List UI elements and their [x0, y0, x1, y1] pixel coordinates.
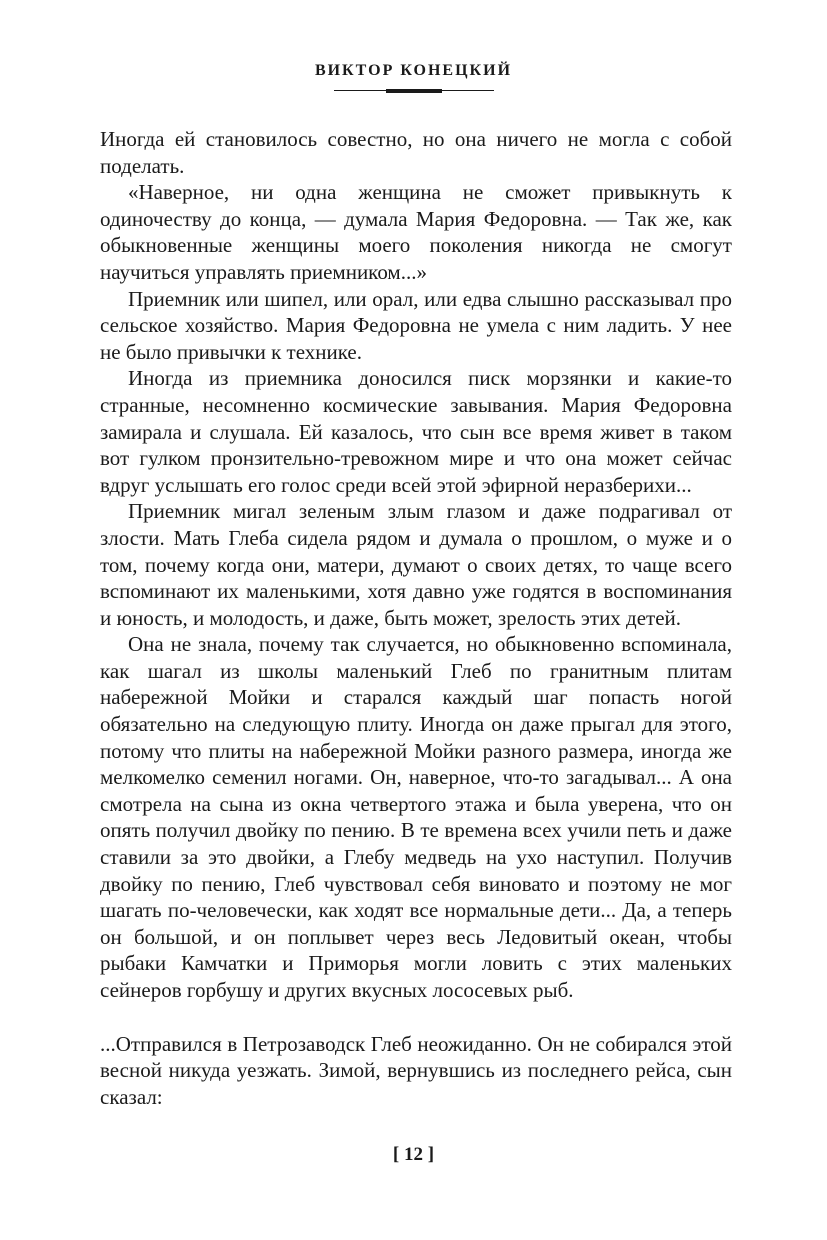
- page-number: [ 12 ]: [392, 1144, 435, 1165]
- paragraph: Приемник мигал зеленым злым глазом и даже подрагивал от злости. Мать Глеба сидела рядом и думала о прошлом, о муже и о том, почему когда они, матери, думают о своих детях, то чаще всего вспоминают их маленькими, хотя давно уже годятся в воспоминания и юность, и молодость, и даже, быть может, зрелость этих детей.: [100, 499, 732, 630]
- paragraph: Приемник или шипел, или орал, или едва слышно рассказывал про сельское хозяйство. Мария Федоровна не умела с ним ладить. У нее не было привычки к технике.: [100, 286, 732, 364]
- header-author-name: ВИКТОР КОНЕЦКИЙ: [314, 62, 513, 79]
- paragraph: Она не знала, почему так случается, но обыкновенно вспоминала, как шагал из школы маленький Глеб по гранитным плитам набережной Мойки и старался каждый шаг попасть ногой обязательно на следующую плиту. Иногда он даже прыгал для этого, потому что плиты на набережной Мойки разного размера, иногда же мелкомелко семенил ногами. Он, наверное, что-то загадывал... А она смотрела на сына из окна четвертого этажа и была уверена, что он опять получил двойку по пению. В те времена всех учили петь и даже ставили за это двойки, а Глебу медведь на ухо наступил. Получив двойку по пению, Глеб чувствовал себя виновато и поэтому не мог шагать по-человечески, как ходят все нормальные дети... Да, а теперь он большой, и он поплывет через весь Ледовитый океан, чтобы рыбаки Камчатки и Приморья могли ловить с этих маленьких сейнеров горбушу и других вкусных лососевых рыб.: [100, 632, 732, 1002]
- header-rule: [334, 90, 494, 91]
- paragraph: Иногда ей становилось совестно, но она ничего не могла с собой поделать.: [100, 127, 732, 178]
- running-header: [0, 62, 827, 91]
- header-rule-accent: [386, 89, 442, 93]
- paragraph: «Наверное, ни одна женщина не сможет привыкнуть к одиночеству до конца, — думала Мария Федоровна. — Так же, как обыкновенные женщины моего поколения никогда не смогут научиться управлять приемником...»: [100, 180, 732, 284]
- paragraph: Иногда из приемника доносился писк морзянки и какие-то странные, несомненно космические завывания. Мария Федоровна замирала и слушала. Ей казалось, что сын все время живет в таком вот гулком пронзительно-тревожном мире и что она может сейчас вдруг услышать его голос среди всей этой эфирной неразберихи...: [100, 366, 732, 497]
- paragraph: ...Отправился в Петрозаводск Глеб неожиданно. Он не собирался этой весной никуда уезжать. Зимой, вернувшись из последнего рейса, сын сказал:: [100, 1031, 732, 1109]
- page-body: [100, 126, 732, 1110]
